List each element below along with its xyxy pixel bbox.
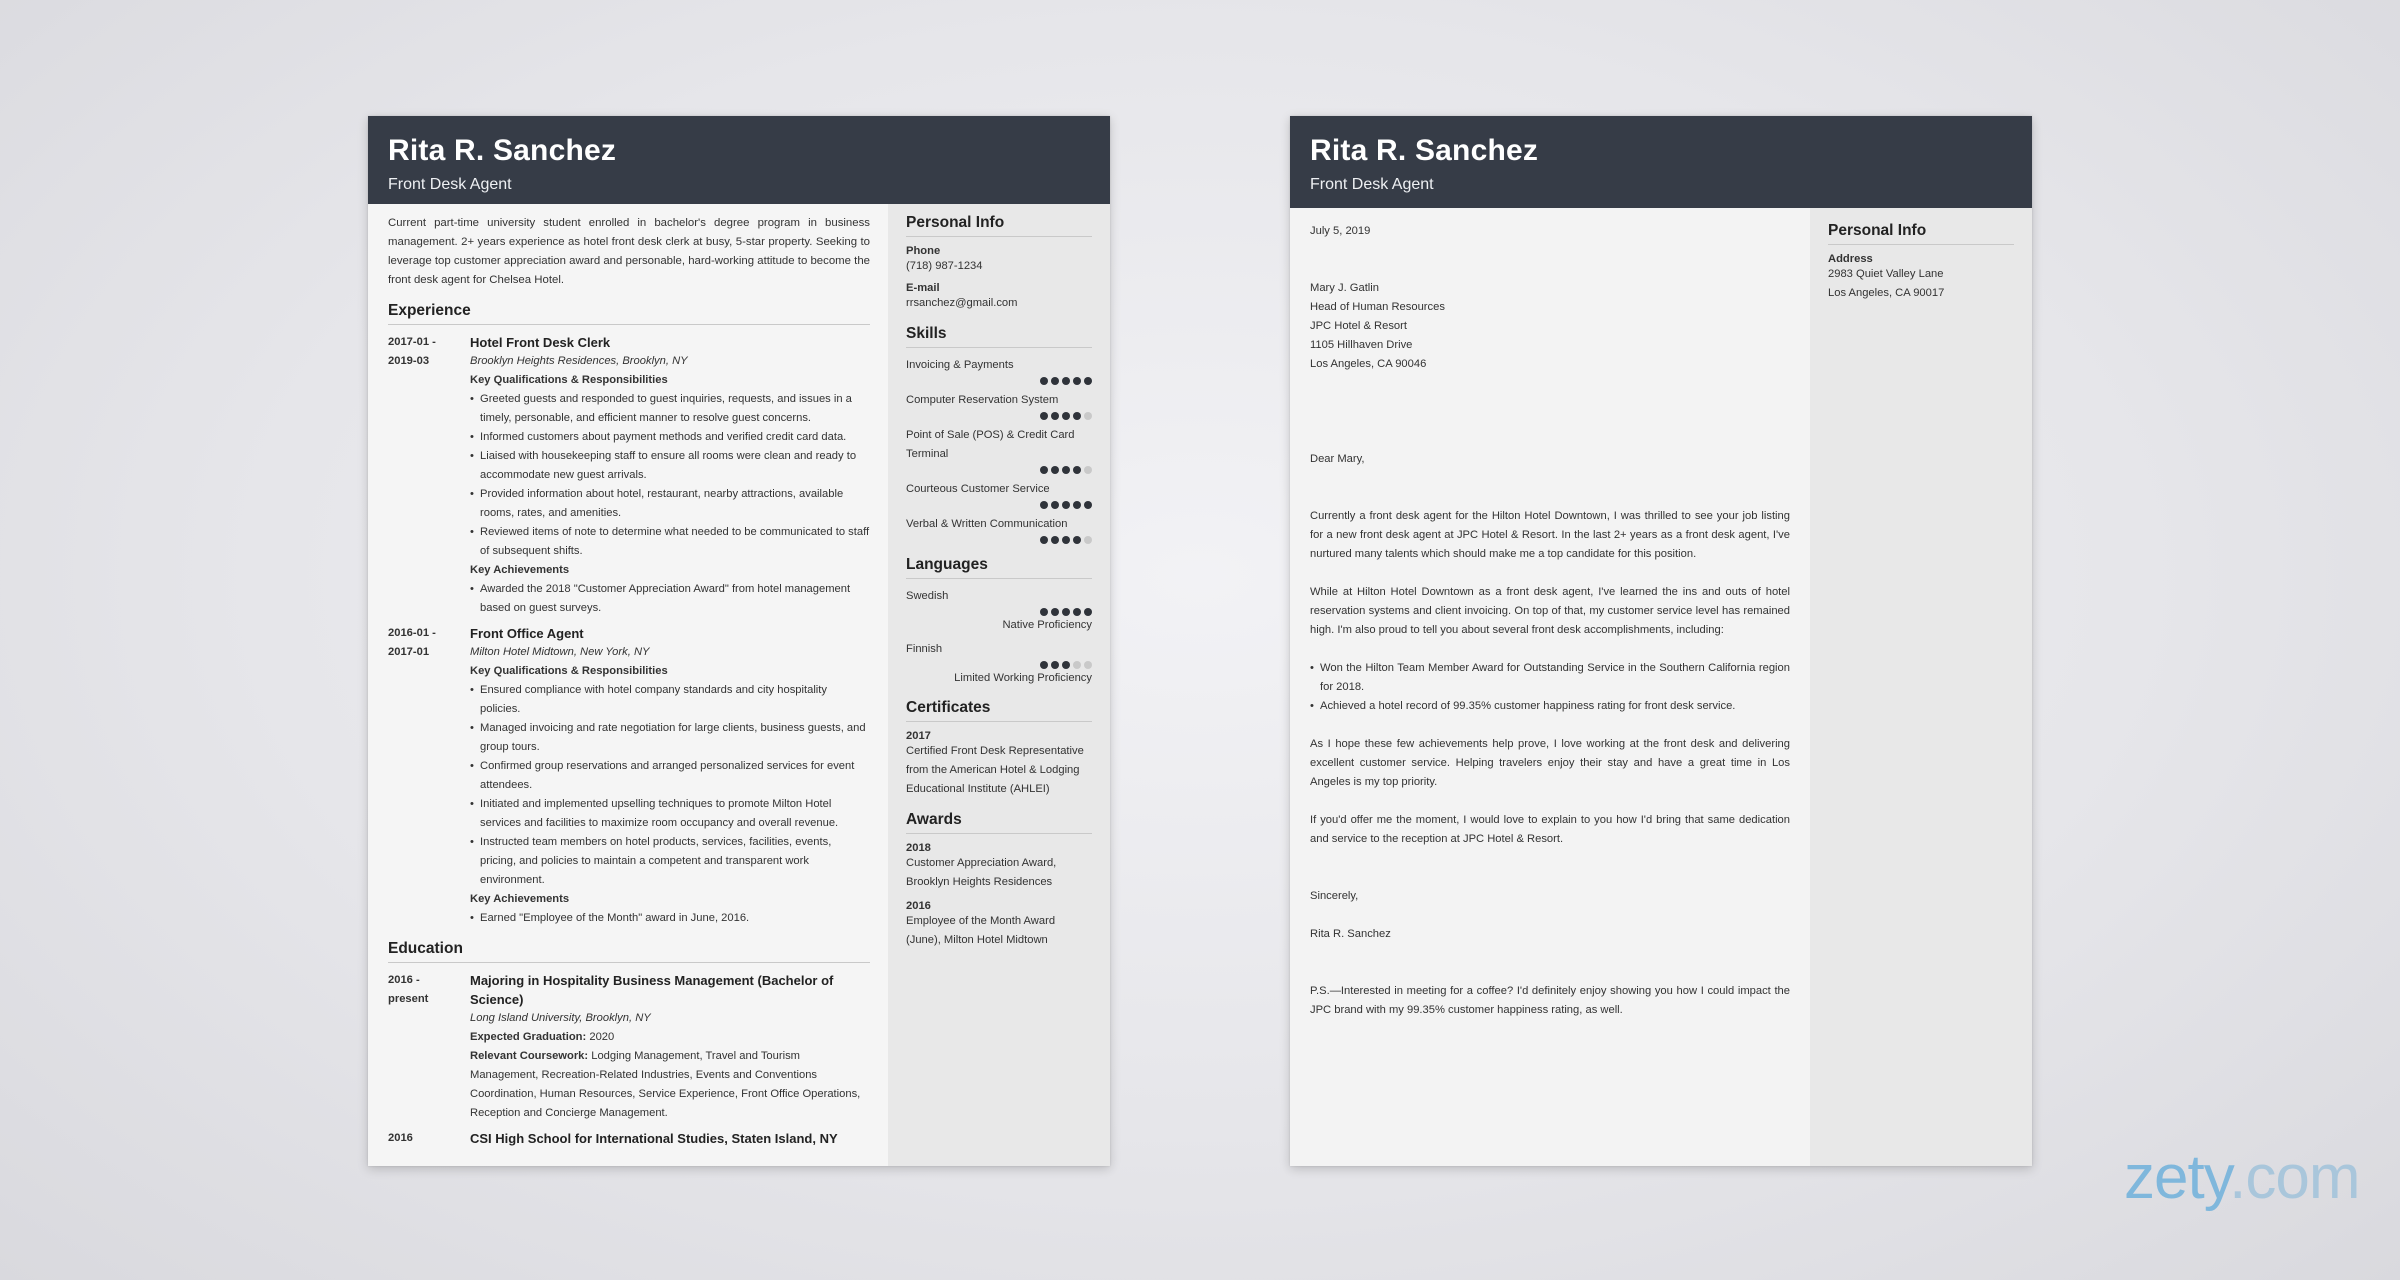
- graduation-line: Expected Graduation: 2020: [470, 1031, 615, 1043]
- rating-dot-filled: [1062, 608, 1070, 616]
- list-item: • Instructed team members on hotel products, services, facilities, events, pricing, and policies to maintain a competent and transparent work environment.: [470, 833, 870, 890]
- job-title: Hotel Front Desk Clerk: [470, 335, 611, 350]
- rating-dot-filled: [1051, 608, 1059, 616]
- rating-dots: [906, 661, 1092, 669]
- list-item: • Awarded the 2018 "Customer Appreciation Award" from hotel management based on guest surveys.: [470, 580, 870, 618]
- rating-dot-filled: [1040, 377, 1048, 385]
- certificates-heading: Certificates: [906, 699, 1092, 722]
- qualifications-list: [470, 681, 870, 890]
- skill-item: [906, 480, 1092, 509]
- resume-name: Rita R. Sanchez: [388, 134, 617, 167]
- rating-dot-filled: [1040, 536, 1048, 544]
- skills-list: [906, 356, 1092, 544]
- skills-heading: Skills: [906, 325, 1092, 348]
- resume-header: [368, 116, 1110, 204]
- letter-name: Rita R. Sanchez: [1310, 134, 1539, 167]
- list-item: • Initiated and implemented upselling techniques to promote Milton Hotel services and facilities to maximize room occupancy and overall revenue.: [470, 795, 870, 833]
- skill-item: [906, 356, 1092, 385]
- rating-dots: [906, 536, 1092, 544]
- list-item: • Informed customers about payment methods and verified credit card data.: [470, 428, 870, 447]
- letter-paragraph: While at Hilton Hotel Downtown as a front desk agent, I've learned the ins and outs of hotel reservation systems and client invoicing. On top of that, my customer service level has remained high. I'm also proud to tell you about several front desk accomplishments, including:: [1310, 586, 1790, 636]
- rating-dot-filled: [1051, 661, 1059, 669]
- rating-dot-empty: [1073, 661, 1081, 669]
- email-value: rrsanchez@gmail.com: [906, 297, 1018, 309]
- achievements-label: Key Achievements: [470, 893, 570, 905]
- skill-name: Verbal & Written Communication: [906, 518, 1068, 530]
- job-company: Brooklyn Heights Residences, Brooklyn, NY: [470, 355, 688, 367]
- language-name: Swedish: [906, 590, 949, 602]
- rating-dot-filled: [1073, 412, 1081, 420]
- rating-dot-filled: [1062, 377, 1070, 385]
- rating-dot-filled: [1073, 608, 1081, 616]
- rating-dot-empty: [1084, 466, 1092, 474]
- rating-dots: [906, 501, 1092, 509]
- letter-greeting: Dear Mary,: [1310, 453, 1365, 465]
- education-entry: [388, 1129, 870, 1148]
- letter-side-column: [1810, 208, 2032, 1166]
- rating-dot-filled: [1073, 377, 1081, 385]
- experience-entry: [388, 624, 870, 928]
- skill-name: Computer Reservation System: [906, 394, 1059, 406]
- list-item: • Won the Hilton Team Member Award for Outstanding Service in the Southern California region for 2018.: [1310, 659, 1790, 697]
- letter-role: Front Desk Agent: [1310, 176, 1434, 193]
- rating-dot-filled: [1051, 466, 1059, 474]
- rating-dot-filled: [1073, 501, 1081, 509]
- rating-dot-filled: [1084, 377, 1092, 385]
- letter-header: [1290, 116, 2032, 208]
- letter-paragraph: As I hope these few achievements help prove, I love working at the front desk and delivering excellent customer service. Helping travelers enjoy their stay and have a great time in Los Angeles is my top priority.: [1310, 738, 1790, 788]
- letter-postscript: P.S.—Interested in meeting for a coffee? I'd definitely enjoy showing you how I could impact the JPC brand with my 99.35% customer happiness rating, as well.: [1310, 985, 1790, 1016]
- phone-label: Phone: [906, 245, 941, 257]
- resume-role: Front Desk Agent: [388, 176, 512, 193]
- letter-closing: Sincerely,: [1310, 890, 1359, 902]
- resume-side-column: [888, 204, 1110, 1166]
- school-title: CSI High School for International Studies, Staten Island, NY: [470, 1131, 838, 1146]
- achievements-list: [470, 909, 870, 928]
- experience-dates: 2017-01 - 2019-03: [388, 336, 436, 367]
- rating-dot-filled: [1084, 608, 1092, 616]
- list-item: • Ensured compliance with hotel company standards and city hospitality policies.: [470, 681, 870, 719]
- letter-paragraph: If you'd offer me the moment, I would love to explain to you how I'd bring that same dedication and service to the reception at JPC Hotel & Resort.: [1310, 814, 1790, 845]
- zety-logo: zety.com: [2124, 1143, 2360, 1212]
- list-item: • Confirmed group reservations and arranged personalized services for event attendees.: [470, 757, 870, 795]
- rating-dot-filled: [1062, 536, 1070, 544]
- rating-dot-filled: [1051, 536, 1059, 544]
- rating-dot-filled: [1051, 501, 1059, 509]
- certificate-item: 2017 Certified Front Desk Representative from the American Hotel & Lodging Educational Institute (AHLEI): [906, 730, 1084, 795]
- address-line: 2983 Quiet Valley Lane: [1828, 268, 1944, 280]
- education-dates: 2016 - present: [388, 974, 429, 1005]
- rating-dot-filled: [1062, 466, 1070, 474]
- address-label: Address: [1828, 253, 1873, 265]
- rating-dot-filled: [1040, 466, 1048, 474]
- education-heading: Education: [388, 940, 870, 963]
- job-title: Front Office Agent: [470, 626, 584, 641]
- personal-info-heading: Personal Info: [906, 214, 1092, 237]
- letter-date: July 5, 2019: [1310, 225, 1371, 237]
- job-company: Milton Hotel Midtown, New York, NY: [470, 646, 650, 658]
- experience-heading: Experience: [388, 302, 870, 325]
- skill-name: Point of Sale (POS) & Credit Card Terminal: [906, 429, 1075, 460]
- language-level: Native Proficiency: [1002, 619, 1092, 631]
- address-line: Los Angeles, CA 90017: [1828, 287, 1945, 299]
- letter-main-column: [1290, 208, 1810, 1166]
- language-level: Limited Working Proficiency: [954, 672, 1092, 684]
- awards-heading: Awards: [906, 811, 1092, 834]
- phone-value: (718) 987-1234: [906, 260, 983, 272]
- language-name: Finnish: [906, 643, 943, 655]
- education-dates: 2016: [388, 1132, 413, 1144]
- achievements-label: Key Achievements: [470, 564, 570, 576]
- recipient-block: Mary J. Gatlin Head of Human Resources JPC Hotel & Resort 1105 Hillhaven Drive Los Angeles, CA 90046: [1310, 282, 1445, 370]
- letter-paragraph: Currently a front desk agent for the Hilton Hotel Downtown, I was thrilled to see your job listing for a new front desk agent at JPC Hotel & Resort. In the last 2+ years as a front desk agent, I've nurtured many talents which should make me a top candidate for this position.: [1310, 510, 1790, 560]
- rating-dot-empty: [1084, 412, 1092, 420]
- experience-entry: [388, 333, 870, 618]
- list-item: • Reviewed items of note to determine what needed to be communicated to staff of subsequent shifts.: [470, 523, 870, 561]
- rating-dots: [906, 466, 1092, 474]
- rating-dot-filled: [1084, 501, 1092, 509]
- skill-name: Courteous Customer Service: [906, 483, 1050, 495]
- rating-dot-filled: [1040, 608, 1048, 616]
- list-item: • Achieved a hotel record of 99.35% customer happiness rating for front desk service.: [1310, 697, 1790, 716]
- language-item: [906, 587, 1092, 634]
- education-entry: [388, 971, 870, 1123]
- rating-dot-filled: [1062, 412, 1070, 420]
- resume-main-column: [368, 204, 888, 1166]
- skill-name: Invoicing & Payments: [906, 359, 1014, 371]
- personal-info-heading: Personal Info: [1828, 222, 2014, 245]
- list-item: • Earned "Employee of the Month" award in June, 2016.: [470, 909, 870, 928]
- resume-summary: Current part-time university student enrolled in bachelor's degree program in business management. 2+ years experience as hotel front desk clerk at busy, 5-star property. Seeking to leverage top customer appreciation award and personable, hard-working attitude to become the front desk agent for Chelsea Hotel.: [388, 217, 870, 286]
- rating-dot-filled: [1051, 412, 1059, 420]
- list-item: • Managed invoicing and rate negotiation for large clients, business guests, and group tours.: [470, 719, 870, 757]
- languages-heading: Languages: [906, 556, 1092, 579]
- skill-item: [906, 426, 1092, 474]
- award-item: 2018 Customer Appreciation Award, Brooklyn Heights Residences: [906, 842, 1057, 888]
- list-item: • Provided information about hotel, restaurant, nearby attractions, available rooms, rates, and amenities.: [470, 485, 870, 523]
- rating-dot-filled: [1040, 661, 1048, 669]
- rating-dot-filled: [1051, 377, 1059, 385]
- letter-achievements-list: [1310, 659, 1790, 716]
- qualifications-label: Key Qualifications & Responsibilities: [470, 374, 668, 386]
- languages-list: [906, 587, 1092, 687]
- skill-item: [906, 391, 1092, 420]
- cover-letter-document: [1290, 116, 2032, 1166]
- rating-dot-filled: [1062, 501, 1070, 509]
- language-item: [906, 640, 1092, 687]
- experience-dates: 2016-01 - 2017-01: [388, 627, 436, 658]
- rating-dot-filled: [1040, 412, 1048, 420]
- list-item: • Greeted guests and responded to guest inquiries, requests, and issues in a timely, personable, and efficient manner to resolve guest concerns.: [470, 390, 870, 428]
- resume-document: [368, 116, 1110, 1166]
- rating-dots: [906, 412, 1092, 420]
- qualifications-label: Key Qualifications & Responsibilities: [470, 665, 668, 677]
- qualifications-list: [470, 390, 870, 561]
- award-item: 2016 Employee of the Month Award (June), Milton Hotel Midtown: [906, 900, 1056, 946]
- rating-dot-filled: [1073, 466, 1081, 474]
- rating-dot-filled: [1062, 661, 1070, 669]
- rating-dot-filled: [1073, 536, 1081, 544]
- rating-dots: [906, 608, 1092, 616]
- degree-title: Majoring in Hospitality Business Management (Bachelor of Science): [470, 973, 834, 1007]
- achievements-list: [470, 580, 870, 618]
- skill-item: [906, 515, 1092, 544]
- rating-dots: [906, 377, 1092, 385]
- school-name: Long Island University, Brooklyn, NY: [470, 1012, 651, 1024]
- rating-dot-empty: [1084, 536, 1092, 544]
- list-item: • Liaised with housekeeping staff to ensure all rooms were clean and ready to accommodate new guest arrivals.: [470, 447, 870, 485]
- rating-dot-filled: [1040, 501, 1048, 509]
- rating-dot-empty: [1084, 661, 1092, 669]
- letter-signature: Rita R. Sanchez: [1310, 928, 1391, 940]
- email-label: E-mail: [906, 282, 940, 294]
- coursework-line: Relevant Coursework: Lodging Management, Travel and Tourism Management, Recreation-Related Industries, Events and Conventions Coordination, Human Resources, Service Experience, Front Office Operations, Reception and Concierge Management.: [470, 1050, 861, 1119]
